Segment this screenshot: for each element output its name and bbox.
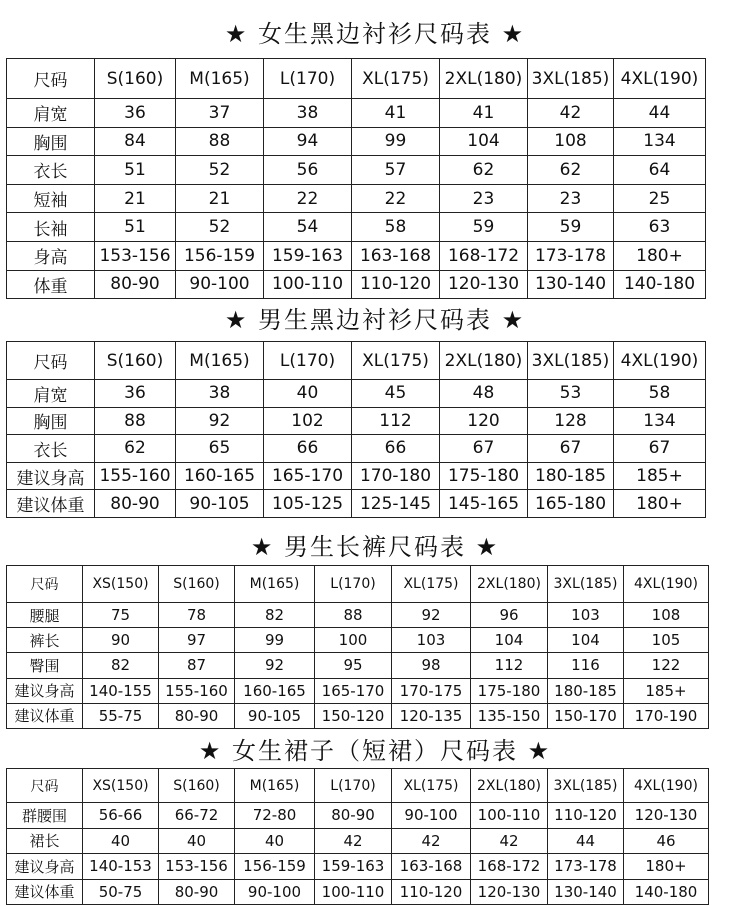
measurement-cell: 168-172 xyxy=(440,241,528,270)
measurement-cell: 48 xyxy=(440,380,528,408)
size-header-cell: L(170) xyxy=(264,59,352,99)
size-header-cell: L(170) xyxy=(315,566,392,603)
measurement-cell: 159-163 xyxy=(315,854,392,880)
measurement-cell: 38 xyxy=(176,380,264,408)
measurement-cell: 99 xyxy=(352,127,440,156)
table-row xyxy=(7,854,709,880)
row-label-cell: 群腰围 xyxy=(7,803,83,829)
size-header-cell: S(160) xyxy=(159,566,235,603)
measurement-cell: 63 xyxy=(614,213,706,242)
measurement-cell: 175-180 xyxy=(440,462,528,490)
size-header-cell: XL(175) xyxy=(392,769,471,803)
measurement-cell: 53 xyxy=(528,380,614,408)
measurement-cell: 120-135 xyxy=(392,703,471,728)
measurement-cell: 40 xyxy=(83,828,159,854)
row-label-cell: 建议体重 xyxy=(7,703,83,728)
measurement-cell: 36 xyxy=(95,99,176,128)
measurement-cell: 112 xyxy=(352,407,440,435)
measurement-cell: 180+ xyxy=(624,854,709,880)
measurement-cell: 170-175 xyxy=(392,678,471,703)
size-header-cell: 2XL(180) xyxy=(471,566,548,603)
measurement-cell: 150-170 xyxy=(548,703,624,728)
measurement-cell: 23 xyxy=(440,184,528,213)
measurement-cell: 38 xyxy=(264,99,352,128)
section-title: ★ 男生黑边衬衫尺码表 ★ xyxy=(224,306,526,334)
size-header-cell: 3XL(185) xyxy=(528,59,614,99)
measurement-cell: 185+ xyxy=(614,462,706,490)
measurement-cell: 120-130 xyxy=(624,803,709,829)
measurement-cell: 45 xyxy=(352,380,440,408)
measurement-cell: 104 xyxy=(440,127,528,156)
measurement-cell: 90-105 xyxy=(176,490,264,518)
header-label-cell: 尺码 xyxy=(7,769,83,803)
size-header-cell: M(165) xyxy=(235,566,315,603)
row-label-cell: 身高 xyxy=(7,241,95,270)
measurement-cell: 22 xyxy=(264,184,352,213)
measurement-cell: 51 xyxy=(95,156,176,185)
measurement-cell: 40 xyxy=(159,828,235,854)
measurement-cell: 153-156 xyxy=(95,241,176,270)
measurement-cell: 80-90 xyxy=(95,270,176,299)
measurement-cell: 52 xyxy=(176,213,264,242)
measurement-cell: 88 xyxy=(315,603,392,628)
row-label-cell: 胸围 xyxy=(7,407,95,435)
table-row xyxy=(7,241,706,270)
row-label-cell: 肩宽 xyxy=(7,380,95,408)
row-label-cell: 裤长 xyxy=(7,628,83,653)
size-header-cell: M(165) xyxy=(235,769,315,803)
row-label-cell: 裙长 xyxy=(7,828,83,854)
measurement-cell: 108 xyxy=(624,603,709,628)
table-row xyxy=(7,628,709,653)
measurement-cell: 110-120 xyxy=(548,803,624,829)
measurement-cell: 168-172 xyxy=(471,854,548,880)
measurement-cell: 97 xyxy=(159,628,235,653)
measurement-cell: 67 xyxy=(614,435,706,463)
measurement-cell: 140-153 xyxy=(83,854,159,880)
measurement-cell: 65 xyxy=(176,435,264,463)
table-row xyxy=(7,490,706,518)
measurement-cell: 66 xyxy=(264,435,352,463)
size-table xyxy=(6,341,706,518)
measurement-cell: 92 xyxy=(176,407,264,435)
measurement-cell: 56 xyxy=(264,156,352,185)
measurement-cell: 135-150 xyxy=(471,703,548,728)
size-header-cell: M(165) xyxy=(176,342,264,380)
measurement-cell: 90-100 xyxy=(176,270,264,299)
table-row xyxy=(7,603,709,628)
measurement-cell: 54 xyxy=(264,213,352,242)
table-header-row xyxy=(7,769,709,803)
size-header-cell: M(165) xyxy=(176,59,264,99)
measurement-cell: 170-180 xyxy=(352,462,440,490)
measurement-cell: 62 xyxy=(95,435,176,463)
measurement-cell: 42 xyxy=(392,828,471,854)
measurement-cell: 59 xyxy=(528,213,614,242)
measurement-cell: 120-130 xyxy=(440,270,528,299)
section-title: ★ 男生长裤尺码表 ★ xyxy=(250,533,500,561)
measurement-cell: 58 xyxy=(614,380,706,408)
measurement-cell: 165-170 xyxy=(315,678,392,703)
measurement-cell: 140-180 xyxy=(614,270,706,299)
table-row xyxy=(7,462,706,490)
measurement-cell: 84 xyxy=(95,127,176,156)
measurement-cell: 55-75 xyxy=(83,703,159,728)
size-header-cell: 4XL(190) xyxy=(624,769,709,803)
row-label-cell: 腰腿 xyxy=(7,603,83,628)
row-label-cell: 衣长 xyxy=(7,156,95,185)
measurement-cell: 62 xyxy=(440,156,528,185)
measurement-cell: 103 xyxy=(392,628,471,653)
size-header-cell: 3XL(185) xyxy=(528,342,614,380)
measurement-cell: 185+ xyxy=(624,678,709,703)
measurement-cell: 128 xyxy=(528,407,614,435)
measurement-cell: 96 xyxy=(471,603,548,628)
size-header-cell: XL(175) xyxy=(352,342,440,380)
row-label-cell: 肩宽 xyxy=(7,99,95,128)
row-label-cell: 建议身高 xyxy=(7,462,95,490)
table-row xyxy=(7,879,709,905)
measurement-cell: 62 xyxy=(528,156,614,185)
header-label-cell: 尺码 xyxy=(7,342,95,380)
measurement-cell: 180+ xyxy=(614,490,706,518)
table-row xyxy=(7,703,709,728)
measurement-cell: 163-168 xyxy=(352,241,440,270)
measurement-cell: 100-110 xyxy=(264,270,352,299)
measurement-cell: 155-160 xyxy=(95,462,176,490)
measurement-cell: 59 xyxy=(440,213,528,242)
size-table xyxy=(6,58,706,299)
measurement-cell: 98 xyxy=(392,653,471,678)
measurement-cell: 110-120 xyxy=(352,270,440,299)
measurement-cell: 75 xyxy=(83,603,159,628)
measurement-cell: 102 xyxy=(264,407,352,435)
table-row xyxy=(7,270,706,299)
measurement-cell: 37 xyxy=(176,99,264,128)
section-title: ★ 女生裙子（短裙）尺码表 ★ xyxy=(198,737,552,765)
measurement-cell: 156-159 xyxy=(176,241,264,270)
row-label-cell: 体重 xyxy=(7,270,95,299)
row-label-cell: 建议身高 xyxy=(7,678,83,703)
measurement-cell: 105-125 xyxy=(264,490,352,518)
header-label-cell: 尺码 xyxy=(7,566,83,603)
table-header-row xyxy=(7,59,706,99)
measurement-cell: 67 xyxy=(528,435,614,463)
measurement-cell: 90-100 xyxy=(235,879,315,905)
measurement-cell: 180-185 xyxy=(528,462,614,490)
measurement-cell: 140-155 xyxy=(83,678,159,703)
measurement-cell: 41 xyxy=(440,99,528,128)
measurement-cell: 175-180 xyxy=(471,678,548,703)
measurement-cell: 130-140 xyxy=(548,879,624,905)
measurement-cell: 42 xyxy=(471,828,548,854)
table-row xyxy=(7,380,706,408)
measurement-cell: 153-156 xyxy=(159,854,235,880)
table-row xyxy=(7,407,706,435)
measurement-cell: 112 xyxy=(471,653,548,678)
row-label-cell: 建议体重 xyxy=(7,879,83,905)
measurement-cell: 159-163 xyxy=(264,241,352,270)
measurement-cell: 92 xyxy=(235,653,315,678)
measurement-cell: 66-72 xyxy=(159,803,235,829)
size-header-cell: S(160) xyxy=(95,342,176,380)
measurement-cell: 58 xyxy=(352,213,440,242)
row-label-cell: 胸围 xyxy=(7,127,95,156)
measurement-cell: 87 xyxy=(159,653,235,678)
measurement-cell: 120-130 xyxy=(471,879,548,905)
size-header-cell: XS(150) xyxy=(83,769,159,803)
measurement-cell: 21 xyxy=(176,184,264,213)
size-header-cell: 2XL(180) xyxy=(440,59,528,99)
table-row xyxy=(7,678,709,703)
row-label-cell: 衣长 xyxy=(7,435,95,463)
table-row xyxy=(7,653,709,678)
size-header-cell: 4XL(190) xyxy=(624,566,709,603)
measurement-cell: 165-170 xyxy=(264,462,352,490)
measurement-cell: 122 xyxy=(624,653,709,678)
measurement-cell: 42 xyxy=(528,99,614,128)
measurement-cell: 125-145 xyxy=(352,490,440,518)
measurement-cell: 116 xyxy=(548,653,624,678)
measurement-cell: 100 xyxy=(315,628,392,653)
size-header-cell: 2XL(180) xyxy=(471,769,548,803)
measurement-cell: 51 xyxy=(95,213,176,242)
measurement-cell: 64 xyxy=(614,156,706,185)
row-label-cell: 长袖 xyxy=(7,213,95,242)
measurement-cell: 163-168 xyxy=(392,854,471,880)
measurement-cell: 66 xyxy=(352,435,440,463)
measurement-cell: 21 xyxy=(95,184,176,213)
table-row xyxy=(7,156,706,185)
table-row xyxy=(7,213,706,242)
measurement-cell: 134 xyxy=(614,407,706,435)
table-row xyxy=(7,127,706,156)
measurement-cell: 160-165 xyxy=(235,678,315,703)
measurement-cell: 80-90 xyxy=(315,803,392,829)
measurement-cell: 23 xyxy=(528,184,614,213)
measurement-cell: 95 xyxy=(315,653,392,678)
measurement-cell: 104 xyxy=(548,628,624,653)
size-header-cell: 3XL(185) xyxy=(548,566,624,603)
measurement-cell: 44 xyxy=(614,99,706,128)
measurement-cell: 72-80 xyxy=(235,803,315,829)
measurement-cell: 120 xyxy=(440,407,528,435)
measurement-cell: 173-178 xyxy=(528,241,614,270)
measurement-cell: 180-185 xyxy=(548,678,624,703)
measurement-cell: 104 xyxy=(471,628,548,653)
row-label-cell: 臀围 xyxy=(7,653,83,678)
measurement-cell: 145-165 xyxy=(440,490,528,518)
size-header-cell: L(170) xyxy=(315,769,392,803)
measurement-cell: 67 xyxy=(440,435,528,463)
measurement-cell: 82 xyxy=(235,603,315,628)
size-header-cell: 2XL(180) xyxy=(440,342,528,380)
measurement-cell: 180+ xyxy=(614,241,706,270)
measurement-cell: 88 xyxy=(176,127,264,156)
size-table xyxy=(6,565,709,729)
measurement-cell: 40 xyxy=(264,380,352,408)
size-table xyxy=(6,768,709,905)
measurement-cell: 100-110 xyxy=(471,803,548,829)
measurement-cell: 52 xyxy=(176,156,264,185)
size-header-cell: 4XL(190) xyxy=(614,59,706,99)
measurement-cell: 150-120 xyxy=(315,703,392,728)
table-header-row xyxy=(7,566,709,603)
row-label-cell: 建议体重 xyxy=(7,490,95,518)
measurement-cell: 78 xyxy=(159,603,235,628)
measurement-cell: 41 xyxy=(352,99,440,128)
measurement-cell: 80-90 xyxy=(159,703,235,728)
table-header-row xyxy=(7,342,706,380)
measurement-cell: 90 xyxy=(83,628,159,653)
table-row xyxy=(7,99,706,128)
size-header-cell: S(160) xyxy=(159,769,235,803)
measurement-cell: 92 xyxy=(392,603,471,628)
measurement-cell: 36 xyxy=(95,380,176,408)
size-header-cell: XL(175) xyxy=(392,566,471,603)
measurement-cell: 82 xyxy=(83,653,159,678)
measurement-cell: 88 xyxy=(95,407,176,435)
table-row xyxy=(7,184,706,213)
measurement-cell: 99 xyxy=(235,628,315,653)
measurement-cell: 22 xyxy=(352,184,440,213)
measurement-cell: 50-75 xyxy=(83,879,159,905)
measurement-cell: 56-66 xyxy=(83,803,159,829)
measurement-cell: 140-180 xyxy=(624,879,709,905)
table-row xyxy=(7,435,706,463)
measurement-cell: 105 xyxy=(624,628,709,653)
measurement-cell: 94 xyxy=(264,127,352,156)
row-label-cell: 建议身高 xyxy=(7,854,83,880)
table-row xyxy=(7,828,709,854)
measurement-cell: 80-90 xyxy=(95,490,176,518)
measurement-cell: 155-160 xyxy=(159,678,235,703)
table-row xyxy=(7,803,709,829)
measurement-cell: 108 xyxy=(528,127,614,156)
measurement-cell: 25 xyxy=(614,184,706,213)
measurement-cell: 156-159 xyxy=(235,854,315,880)
measurement-cell: 90-100 xyxy=(392,803,471,829)
row-label-cell: 短袖 xyxy=(7,184,95,213)
measurement-cell: 110-120 xyxy=(392,879,471,905)
header-label-cell: 尺码 xyxy=(7,59,95,99)
measurement-cell: 130-140 xyxy=(528,270,614,299)
size-header-cell: 4XL(190) xyxy=(614,342,706,380)
measurement-cell: 173-178 xyxy=(548,854,624,880)
size-header-cell: XS(150) xyxy=(83,566,159,603)
measurement-cell: 103 xyxy=(548,603,624,628)
measurement-cell: 160-165 xyxy=(176,462,264,490)
measurement-cell: 90-105 xyxy=(235,703,315,728)
measurement-cell: 80-90 xyxy=(159,879,235,905)
measurement-cell: 170-190 xyxy=(624,703,709,728)
measurement-cell: 100-110 xyxy=(315,879,392,905)
measurement-cell: 42 xyxy=(315,828,392,854)
section-title: ★ 女生黑边衬衫尺码表 ★ xyxy=(224,20,526,48)
size-header-cell: L(170) xyxy=(264,342,352,380)
size-header-cell: 3XL(185) xyxy=(548,769,624,803)
measurement-cell: 57 xyxy=(352,156,440,185)
measurement-cell: 165-180 xyxy=(528,490,614,518)
measurement-cell: 46 xyxy=(624,828,709,854)
measurement-cell: 134 xyxy=(614,127,706,156)
measurement-cell: 40 xyxy=(235,828,315,854)
size-header-cell: XL(175) xyxy=(352,59,440,99)
size-header-cell: S(160) xyxy=(95,59,176,99)
measurement-cell: 44 xyxy=(548,828,624,854)
